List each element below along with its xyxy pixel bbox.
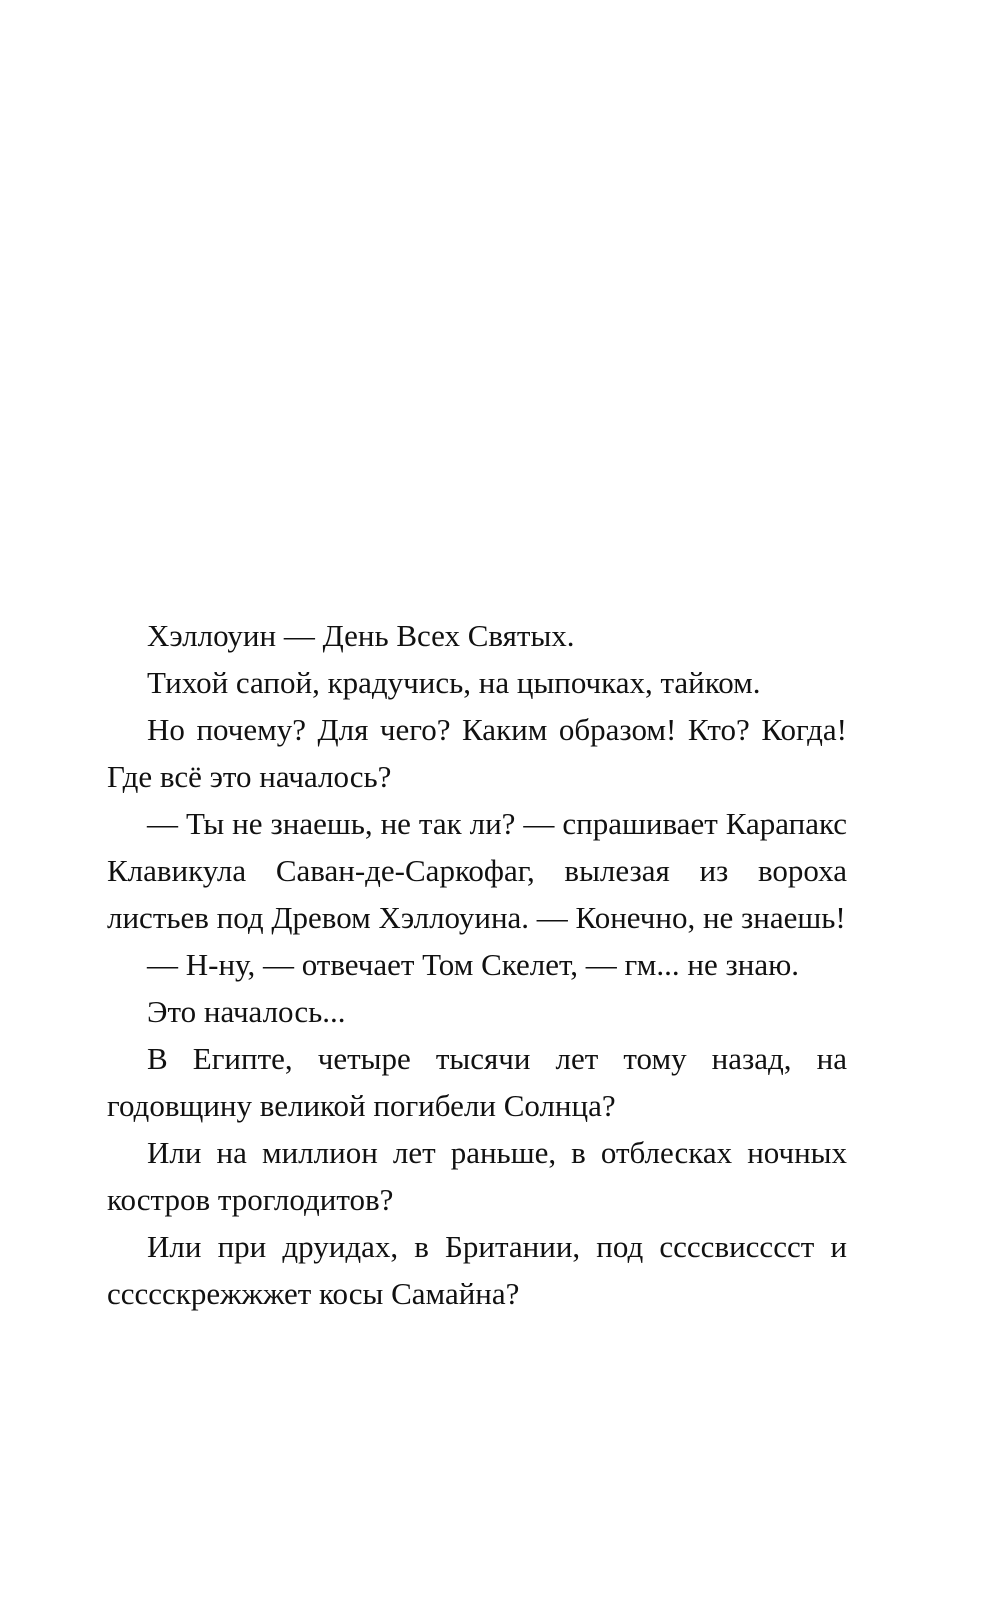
paragraph: Хэллоуин — День Всех Святых. xyxy=(147,618,575,653)
paragraph: Тихой сапой, крадучись, на цыпочках, тайком. xyxy=(147,665,761,700)
paragraph: Или на миллион лет раньше, в отблесках ночных костров троглодитов? xyxy=(107,1135,847,1217)
paragraph: — Н-ну, — отвечает Том Скелет, — гм... не знаю. xyxy=(147,947,800,982)
paragraph: В Египте, четыре тысячи лет тому назад, на годовщину великой погибели Солнца? xyxy=(107,1041,847,1123)
paragraph: Или при друидах, в Британии, под ссссвисссст и ссссскрежжжет косы Самайна? xyxy=(107,1229,847,1311)
body-text xyxy=(107,612,847,1317)
paragraph: Но почему? Для чего? Каким образом! Кто? Когда! Где всё это началось? xyxy=(107,712,847,794)
paragraph: Это началось... xyxy=(147,994,346,1029)
paragraph: — Ты не знаешь, не так ли? — спрашивает Карапакс Клавикула Саван-де-Саркофаг, вылезая из вороха листьев под Древом Хэллоуина. — Конечно, не знаешь! xyxy=(107,806,847,935)
